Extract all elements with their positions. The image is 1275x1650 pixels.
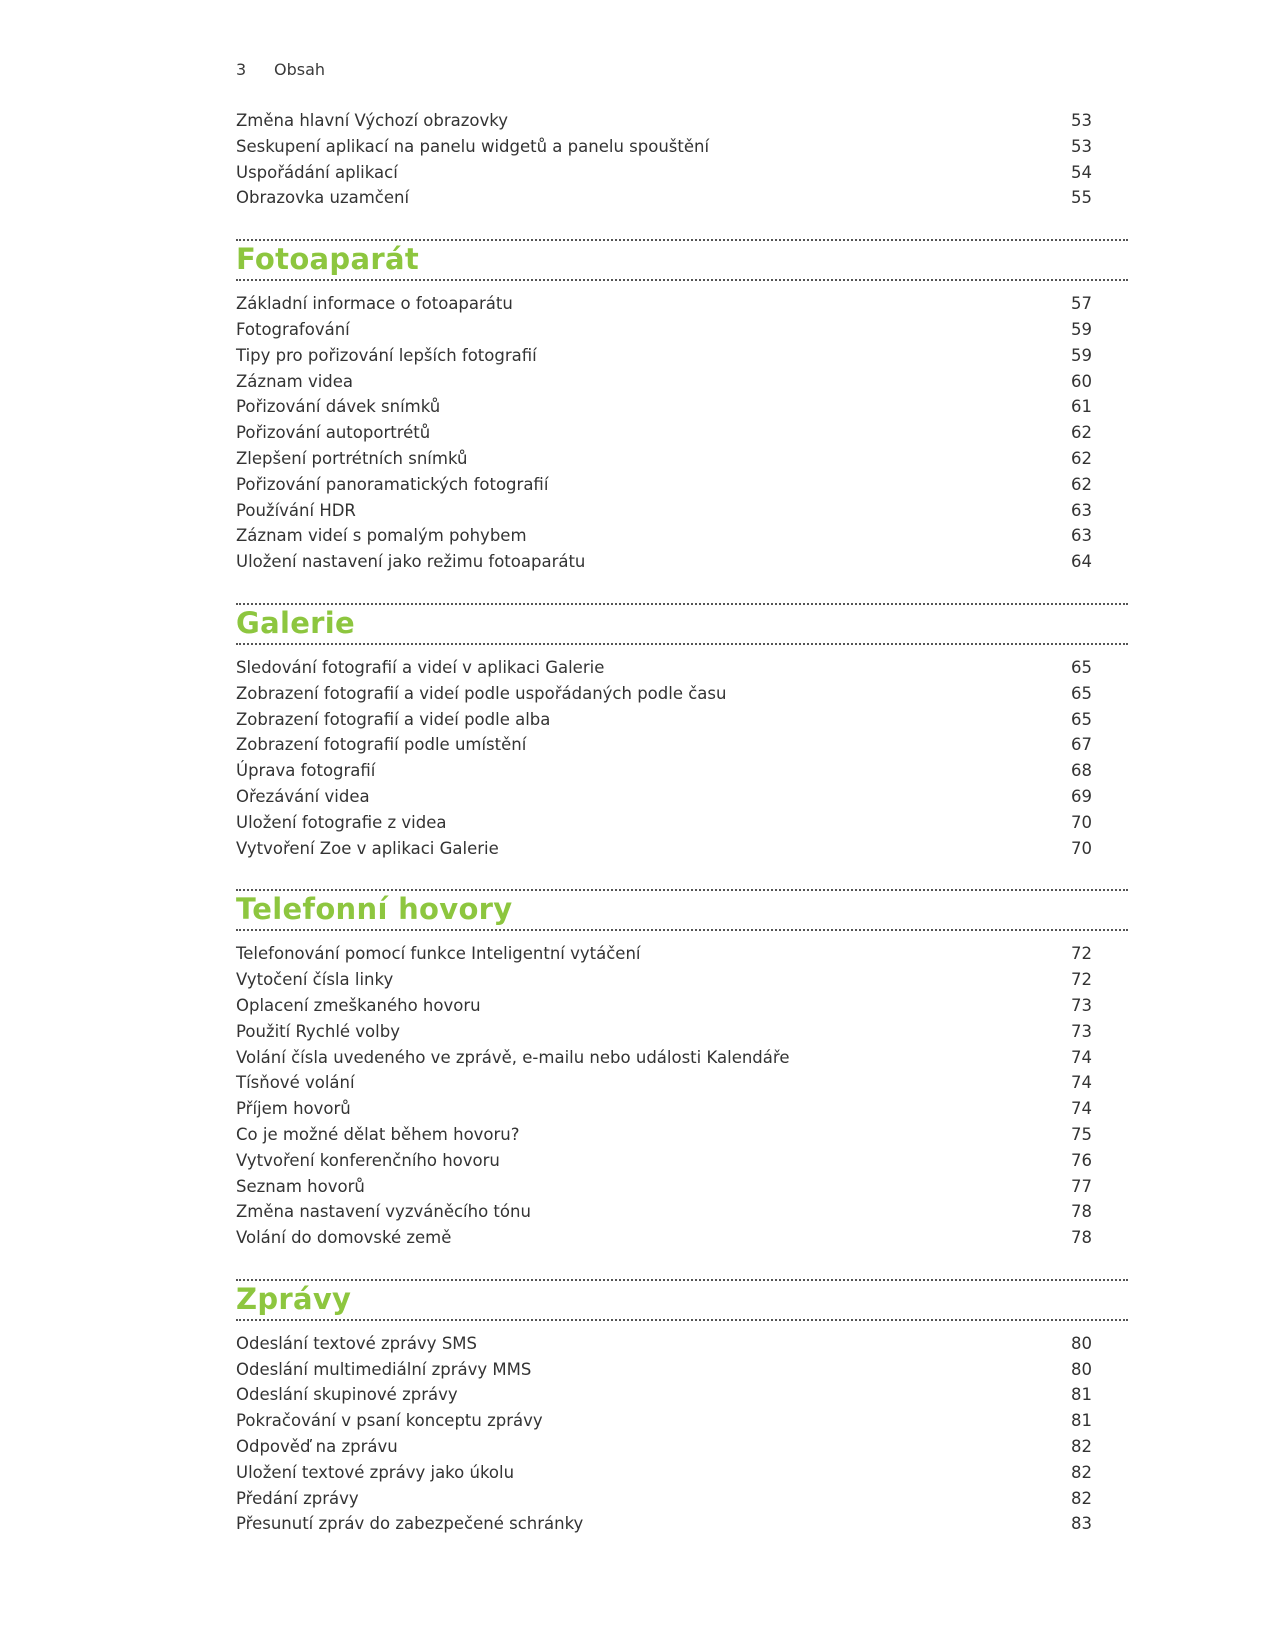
toc-entry-title: Odeslání multimediální zprávy MMS (236, 1359, 532, 1379)
toc-entry-title: Pořizování dávek snímků (236, 397, 441, 417)
toc-entry[interactable] (236, 1199, 1128, 1225)
toc-entry-title: Pokračování v psaní konceptu zprávy (236, 1411, 543, 1431)
toc-entry-title: Zlepšení portrétních snímků (236, 448, 468, 468)
toc-entry-title: Ořezávání videa (236, 786, 370, 806)
toc-entry[interactable] (236, 1382, 1128, 1408)
toc-entry-title: Sledování fotografií a videí v aplikaci Galerie (236, 657, 605, 677)
toc-entry[interactable] (236, 1019, 1128, 1045)
toc-entry-page: 62 (1071, 474, 1092, 494)
toc-entry-title: Použití Rychlé volby (236, 1021, 400, 1041)
toc-entry-title: Uložení nastavení jako režimu fotoaparátu (236, 552, 586, 572)
toc-entry[interactable] (236, 185, 1128, 211)
toc-entry-title: Volání čísla uvedeného ve zprávě, e-mailu nebo události Kalendáře (236, 1047, 790, 1067)
toc-entry[interactable] (236, 1486, 1128, 1512)
toc-entry-page: 82 (1071, 1437, 1092, 1457)
toc-entry[interactable] (236, 707, 1128, 733)
toc-entry[interactable] (236, 498, 1128, 524)
section-heading-bar (236, 239, 1128, 281)
toc-entry-title: Vytočení čísla linky (236, 970, 394, 990)
toc-entry-title: Změna hlavní Výchozí obrazovky (236, 111, 508, 130)
toc-entry[interactable] (236, 472, 1128, 498)
toc-entry-title: Odeslání skupinové zprávy (236, 1385, 458, 1405)
toc-entry-title: Uspořádání aplikací (236, 162, 398, 182)
toc-entry-page: 80 (1071, 1359, 1092, 1379)
toc-entry[interactable] (236, 1070, 1128, 1096)
toc-entry-page: 74 (1071, 1073, 1092, 1093)
table-of-contents (236, 108, 1128, 1537)
toc-entry-title: Záznam videa (236, 371, 354, 391)
toc-entry[interactable] (236, 549, 1128, 575)
toc-entry[interactable] (236, 655, 1128, 681)
toc-entry-page: 82 (1071, 1462, 1092, 1482)
toc-entry[interactable] (236, 1408, 1128, 1434)
toc-entry-page: 59 (1071, 319, 1092, 339)
intro-entries (236, 108, 1128, 211)
toc-entry-title: Vytvoření konferenčního hovoru (236, 1150, 500, 1170)
toc-entry[interactable] (236, 967, 1128, 993)
toc-entry-title: Tísňové volání (236, 1073, 355, 1093)
toc-entry[interactable] (236, 681, 1128, 707)
toc-entry[interactable] (236, 1511, 1128, 1537)
toc-entry-page: 64 (1071, 552, 1092, 572)
toc-entry-page: 62 (1071, 448, 1092, 468)
section-telefonni-hovory (236, 889, 1128, 1251)
toc-entry-page: 62 (1071, 423, 1092, 443)
toc-entry-title: Přesunutí zpráv do zabezpečené schránky (236, 1514, 584, 1534)
toc-entry-page: 70 (1071, 838, 1092, 858)
toc-entry-page: 59 (1071, 345, 1092, 365)
toc-entry[interactable] (236, 1122, 1128, 1148)
toc-entry[interactable] (236, 1096, 1128, 1122)
toc-entry-title: Seznam hovorů (236, 1176, 365, 1196)
toc-entry[interactable] (236, 291, 1128, 317)
toc-entry[interactable] (236, 1225, 1128, 1251)
toc-entry-page: 53 (1071, 111, 1092, 130)
toc-entry[interactable] (236, 836, 1128, 862)
toc-entry-page: 74 (1071, 1099, 1092, 1119)
toc-entry[interactable] (236, 343, 1128, 369)
toc-entry-page: 63 (1071, 526, 1092, 546)
toc-entry-page: 82 (1071, 1488, 1092, 1508)
toc-entry-page: 75 (1071, 1124, 1092, 1144)
toc-entry[interactable] (236, 1148, 1128, 1174)
toc-entry-title: Pořizování panoramatických fotografií (236, 474, 549, 494)
section-title[interactable]: Telefonní hovory (236, 892, 513, 927)
toc-entry[interactable] (236, 758, 1128, 784)
toc-entry-page: 69 (1071, 786, 1092, 806)
toc-entry[interactable] (236, 1434, 1128, 1460)
toc-entry-page: 77 (1071, 1176, 1092, 1196)
toc-entry-page: 81 (1071, 1385, 1092, 1405)
toc-sections (236, 239, 1128, 1537)
toc-entry-page: 73 (1071, 995, 1092, 1015)
toc-entry-page: 72 (1071, 944, 1092, 964)
toc-entry-page: 53 (1071, 136, 1092, 156)
toc-entry-page: 57 (1071, 294, 1092, 314)
toc-entry-page: 60 (1071, 371, 1092, 391)
toc-entry-title: Uložení textové zprávy jako úkolu (236, 1462, 515, 1482)
toc-entry-title: Uložení fotografie z videa (236, 812, 447, 832)
toc-entry[interactable] (236, 394, 1128, 420)
toc-entry[interactable] (236, 134, 1128, 160)
toc-entry-page: 76 (1071, 1150, 1092, 1170)
section-heading-bar (236, 603, 1128, 645)
toc-entry[interactable] (236, 732, 1128, 758)
toc-entry-page: 73 (1071, 1021, 1092, 1041)
toc-entry-title: Volání do domovské země (236, 1228, 452, 1248)
toc-entry-title: Pořizování autoportrétů (236, 423, 431, 443)
section-title[interactable]: Fotoaparát (236, 242, 419, 277)
toc-entry-title: Obrazovka uzamčení (236, 188, 410, 208)
toc-entry-title: Změna nastavení vyzváněcího tónu (236, 1202, 531, 1222)
toc-entry[interactable] (236, 523, 1128, 549)
toc-entry[interactable] (236, 1460, 1128, 1486)
toc-entry[interactable] (236, 369, 1128, 395)
section-title[interactable]: Galerie (236, 605, 355, 640)
toc-entry-page: 68 (1071, 761, 1092, 781)
toc-entry-title: Úprava fotografií (236, 761, 376, 781)
toc-entry-title: Fotografování (236, 319, 350, 339)
section-galerie (236, 603, 1128, 861)
toc-entry-title: Zobrazení fotografií a videí podle alba (236, 709, 551, 729)
toc-entry-title: Odeslání textové zprávy SMS (236, 1333, 477, 1353)
toc-entry[interactable] (236, 1045, 1128, 1071)
toc-entry-title: Co je možné dělat během hovoru? (236, 1124, 520, 1144)
toc-entry-page: 67 (1071, 735, 1092, 755)
toc-entry-page: 61 (1071, 397, 1092, 417)
toc-entry-page: 83 (1071, 1514, 1092, 1534)
toc-entry-page: 74 (1071, 1047, 1092, 1067)
toc-entry-page: 65 (1071, 657, 1092, 677)
toc-entry[interactable] (236, 941, 1128, 967)
toc-entry[interactable] (236, 810, 1128, 836)
toc-entry-title: Seskupení aplikací na panelu widgetů a panelu spouštění (236, 136, 710, 156)
section-heading-bar (236, 889, 1128, 931)
toc-entry[interactable] (236, 446, 1128, 472)
toc-entry-title: Vytvoření Zoe v aplikaci Galerie (236, 838, 499, 858)
toc-entry-page: 65 (1071, 709, 1092, 729)
toc-entry[interactable] (236, 784, 1128, 810)
toc-entry-title: Tipy pro pořizování lepších fotografií (236, 345, 537, 365)
toc-entry-title: Odpověď na zprávu (236, 1437, 398, 1457)
toc-entry-page: 55 (1071, 188, 1092, 208)
toc-entry-title: Telefonování pomocí funkce Inteligentní vytáčení (236, 944, 641, 964)
toc-entry[interactable] (236, 1331, 1128, 1357)
toc-entry-title: Předání zprávy (236, 1488, 359, 1508)
toc-entry[interactable] (236, 993, 1128, 1019)
running-header (236, 60, 325, 79)
toc-entry[interactable] (236, 108, 1128, 134)
section-title[interactable]: Zprávy (236, 1281, 352, 1316)
toc-entry-title: Zobrazení fotografií a videí podle uspořádaných podle času (236, 683, 727, 703)
toc-entry-title: Zobrazení fotografií podle umístění (236, 735, 527, 755)
toc-entry-page: 81 (1071, 1411, 1092, 1431)
toc-entry-title: Používání HDR (236, 500, 356, 520)
toc-entry-title: Příjem hovorů (236, 1099, 351, 1119)
toc-entry-page: 70 (1071, 812, 1092, 832)
page-number: 3 (236, 60, 247, 79)
toc-entry[interactable] (236, 1174, 1128, 1200)
toc-entry-page: 72 (1071, 970, 1092, 990)
section-zpravy (236, 1279, 1128, 1537)
toc-entry[interactable] (236, 160, 1128, 186)
toc-entry-title: Záznam videí s pomalým pohybem (236, 526, 527, 546)
toc-entry-page: 65 (1071, 683, 1092, 703)
section-fotoaparat (236, 239, 1128, 575)
toc-entry-page: 80 (1071, 1333, 1092, 1353)
toc-entry-page: 78 (1071, 1202, 1092, 1222)
toc-entry-title: Oplacení zmeškaného hovoru (236, 995, 481, 1015)
toc-entry-page: 78 (1071, 1228, 1092, 1248)
toc-entry-title: Základní informace o fotoaparátu (236, 294, 513, 314)
toc-entry[interactable] (236, 1357, 1128, 1383)
toc-entry-page: 63 (1071, 500, 1092, 520)
header-title: Obsah (274, 60, 326, 79)
toc-entry[interactable] (236, 317, 1128, 343)
toc-entry-page: 54 (1071, 162, 1092, 182)
toc-entry[interactable] (236, 420, 1128, 446)
section-heading-bar (236, 1279, 1128, 1321)
